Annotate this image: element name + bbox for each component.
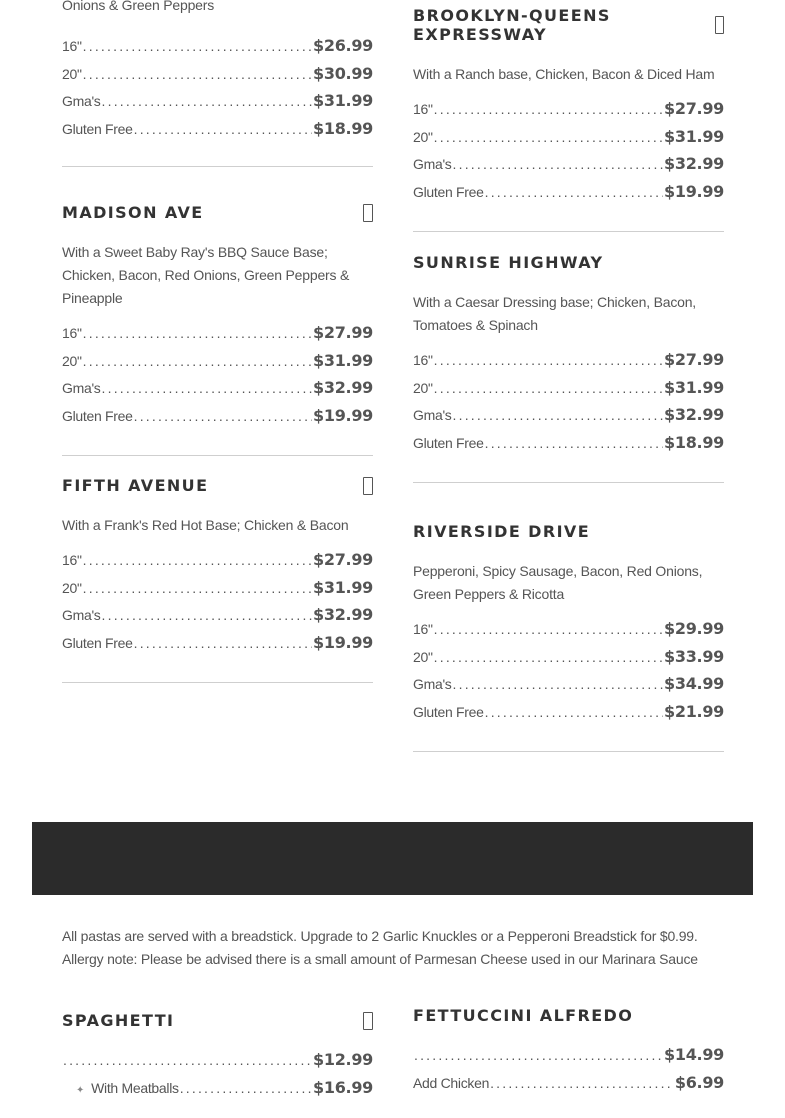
menu-item-madison-ave (62, 203, 373, 456)
price-row-16: 16" ..... $27.99 (62, 323, 373, 351)
price-row-option: Add Chicken ..... $6.99 (413, 1073, 724, 1101)
price-row-gluten-free: Gluten Free ..... $19.99 (62, 406, 373, 434)
divider (62, 455, 373, 456)
price-row-20: 20" ..... $31.99 (62, 351, 373, 379)
add-to-order-icon[interactable] (715, 16, 724, 34)
price-row-16: 16" ..... $29.99 (413, 619, 724, 647)
price-row-gmas: Gma's ..... $32.99 (413, 405, 724, 433)
divider (413, 751, 724, 752)
menu-item-spaghetti (62, 1011, 373, 1105)
divider (413, 231, 724, 232)
price-row-gluten-free: Gluten Free ..... $21.99 (413, 702, 724, 730)
price-row-gluten-free: Gluten Free ..... $19.99 (62, 633, 373, 661)
divider (413, 482, 724, 483)
item-title: FIFTH AVENUE (62, 476, 209, 495)
item-description: With a Ranch base, Chicken, Bacon & Diced Ham (413, 66, 715, 82)
item-title: RIVERSIDE DRIVE (413, 522, 591, 541)
price-row-base: ..... $14.99 (413, 1045, 724, 1073)
price-row-20: 20" ..... $31.99 (413, 378, 724, 406)
price-row-gluten-free: Gluten Free ..... $18.99 (62, 119, 373, 147)
add-to-order-icon[interactable] (363, 1012, 373, 1030)
price-row-16: 16" ..... $27.99 (413, 99, 724, 127)
price-row-gluten-free: Gluten Free ..... $19.99 (413, 182, 724, 210)
price-row-gmas: Gma's ..... $31.99 (62, 91, 373, 119)
item-title: BROOKLYN-QUEENS EXPRESSWAY (413, 6, 611, 44)
price-row-option: ✦ With Meatballs ..... $16.99 (62, 1078, 373, 1106)
add-to-order-icon[interactable] (363, 477, 373, 495)
price-row-16: 16" ..... $27.99 (413, 350, 724, 378)
item-description: With a Sweet Baby Ray's BBQ Sauce Base; Chicken, Bacon, Red Onions, Green Peppers & Pineapple (62, 244, 350, 306)
item-description: With a Frank's Red Hot Base; Chicken & Bacon (62, 517, 349, 533)
add-to-order-icon[interactable] (363, 204, 373, 222)
menu-item-fifth-avenue (62, 476, 373, 683)
item-description: Pepperoni, Spicy Sausage, Bacon, Red Onions, Green Peppers & Ricotta (413, 563, 703, 602)
pasta-note: All pastas are served with a breadstick. Upgrade to 2 Garlic Knuckles or a Pepperoni Breadstick for $0.99. Allergy note: Please be advised there is a small amount of Parmesan Cheese used in our Marinara Sauce (62, 928, 698, 967)
item-title: SUNRISE HIGHWAY (413, 253, 604, 272)
price-row-gluten-free: Gluten Free ..... $18.99 (413, 433, 724, 461)
menu-item-sunrise-highway (413, 253, 724, 483)
price-row-20: 20" ..... $33.99 (413, 647, 724, 675)
item-description: Onions & Green Peppers (62, 0, 215, 13)
item-title: SPAGHETTI (62, 1011, 175, 1030)
price-row-base: ..... $12.99 (62, 1050, 373, 1078)
menu-item-brooklyn-queens-expressway (413, 6, 724, 232)
price-row-16: 16" ..... $27.99 (62, 550, 373, 578)
item-description: With a Caesar Dressing base; Chicken, Bacon, Tomatoes & Spinach (413, 294, 696, 333)
price-row-gmas: Gma's ..... $32.99 (62, 605, 373, 633)
section-banner (32, 822, 753, 895)
menu-item-prices (62, 36, 373, 167)
price-row-20: 20" ..... $31.99 (62, 578, 373, 606)
price-row-20: 20" ..... $30.99 (62, 64, 373, 92)
menu-item-fettuccini-alfredo (413, 1006, 724, 1100)
divider (62, 682, 373, 683)
price-row-gmas: Gma's ..... $32.99 (62, 378, 373, 406)
price-row-gmas: Gma's ..... $34.99 (413, 674, 724, 702)
divider (62, 166, 373, 167)
item-title: MADISON AVE (62, 203, 204, 222)
price-row-gmas: Gma's ..... $32.99 (413, 154, 724, 182)
menu-item-riverside-drive (413, 522, 724, 752)
price-row-20: 20" ..... $31.99 (413, 127, 724, 155)
price-row-16: 16" ..... $26.99 (62, 36, 373, 64)
bullet-icon: ✦ (76, 1084, 85, 1096)
item-title: FETTUCCINI ALFREDO (413, 1006, 634, 1025)
